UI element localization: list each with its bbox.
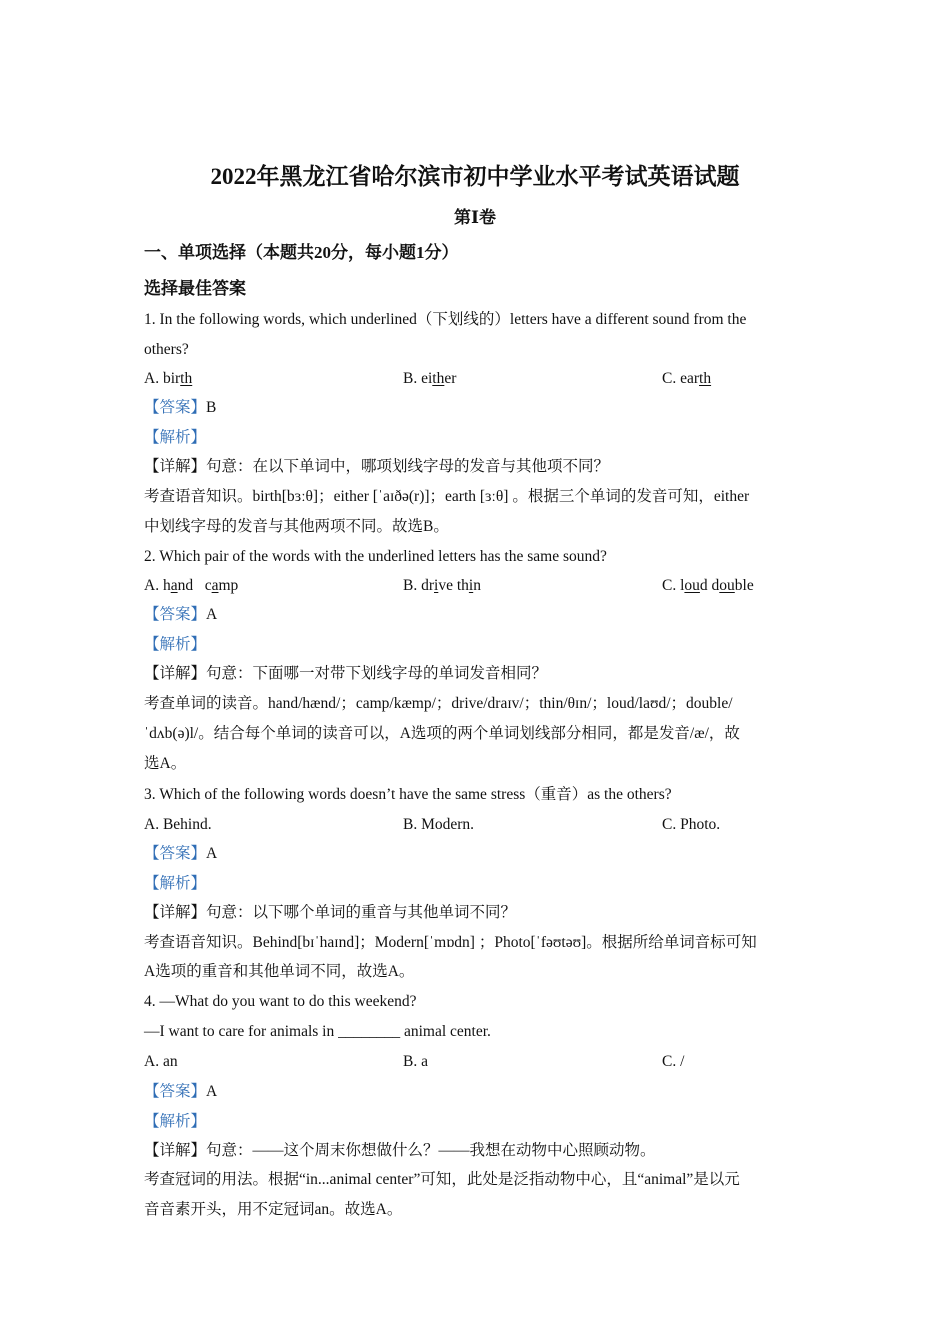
q2-explanation-2: ˈdʌb(ə)l/。结合每个单词的读音可以，A选项的两个单词划线部分相同，都是发音/æ/，故 — [144, 725, 740, 742]
q1-answer: 【答案】B — [144, 399, 217, 416]
q3-stem: 3. Which of the following words doesn’t have the same stress（重音）as the others? — [144, 786, 672, 803]
q1-option-a: A. birth — [144, 370, 193, 387]
q2-option-c: C. loud double — [662, 577, 754, 594]
q2-explanation-3: 选A。 — [144, 755, 187, 772]
q4-option-b: B. a — [403, 1053, 428, 1070]
q4-stem: 4. —What do you want to do this weekend? — [144, 993, 417, 1010]
q4-answer: 【答案】A — [144, 1083, 218, 1100]
subsection-heading: 选择最佳答案 — [144, 279, 246, 298]
q1-analysis-tag: 【解析】 — [144, 429, 207, 446]
q4-detail: 【详解】句意：——这个周末你想做什么？——我想在动物中心照顾动物。 — [144, 1142, 656, 1159]
q2-option-a: A. hand camp — [144, 577, 239, 594]
q1-explanation-1: 考查语音知识。birth[bɜːθ]；either [ˈaɪðə(r)]；earth [ɜːθ] 。根据三个单词的发音可知，either — [144, 488, 750, 505]
q3-option-a: A. Behind. — [144, 816, 212, 833]
q2-explanation-1: 考查单词的读音。hand/hænd/；camp/kæmp/；drive/draɪv/；thin/θɪn/；loud/laʊd/；double/ — [144, 695, 733, 712]
q1-stem: 1. In the following words, which underlined（下划线的）letters have a different sound from the — [144, 311, 747, 328]
q3-option-c: C. Photo. — [662, 816, 721, 833]
q4-option-c: C. / — [662, 1053, 685, 1070]
section-heading: 一、单项选择（本题共20分，每小题1分） — [144, 243, 459, 262]
q2-answer: 【答案】A — [144, 606, 218, 623]
exam-title: 2022年黑龙江省哈尔滨市初中学业水平考试英语试题 — [210, 164, 740, 189]
q1-option-b: B. either — [403, 370, 457, 387]
q3-answer: 【答案】A — [144, 845, 218, 862]
q4-analysis-tag: 【解析】 — [144, 1113, 207, 1130]
q1-explanation-2: 中划线字母的发音与其他两项不同。故选B。 — [144, 518, 449, 535]
q1-stem-cont: others? — [144, 341, 189, 358]
q3-explanation-1: 考查语音知识。Behind[bɪˈhaɪnd]；Modern[ˈmɒdn] ；Photo[ˈfəʊtəʊ]。根据所给单词音标可知 — [144, 934, 757, 951]
q2-option-b: B. drive thin — [403, 577, 481, 594]
q2-analysis-tag: 【解析】 — [144, 636, 207, 653]
q4-stem-cont: —I want to care for animals in ________ animal center. — [144, 1023, 491, 1040]
q4-option-a: A. an — [144, 1053, 178, 1070]
q1-option-c: C. earth — [662, 370, 712, 387]
q4-explanation-2: 音音素开头，用不定冠词an。故选A。 — [144, 1201, 403, 1218]
q2-detail: 【详解】句意：下面哪一对带下划线字母的单词发音相同？ — [144, 665, 548, 682]
q4-explanation-1: 考查冠词的用法。根据“in...animal center”可知，此处是泛指动物中心，且“animal”是以元 — [144, 1171, 740, 1188]
q3-analysis-tag: 【解析】 — [144, 875, 207, 892]
q3-explanation-2: A选项的重音和其他单词不同，故选A。 — [144, 963, 415, 980]
volume-heading: 第Ⅰ卷 — [454, 208, 496, 227]
q2-stem: 2. Which pair of the words with the underlined letters has the same sound? — [144, 548, 607, 565]
q1-detail: 【详解】句意：在以下单词中，哪项划线字母的发音与其他项不同？ — [144, 458, 610, 475]
q3-detail: 【详解】句意：以下哪个单词的重音与其他单词不同？ — [144, 904, 517, 921]
q3-option-b: B. Modern. — [403, 816, 475, 833]
